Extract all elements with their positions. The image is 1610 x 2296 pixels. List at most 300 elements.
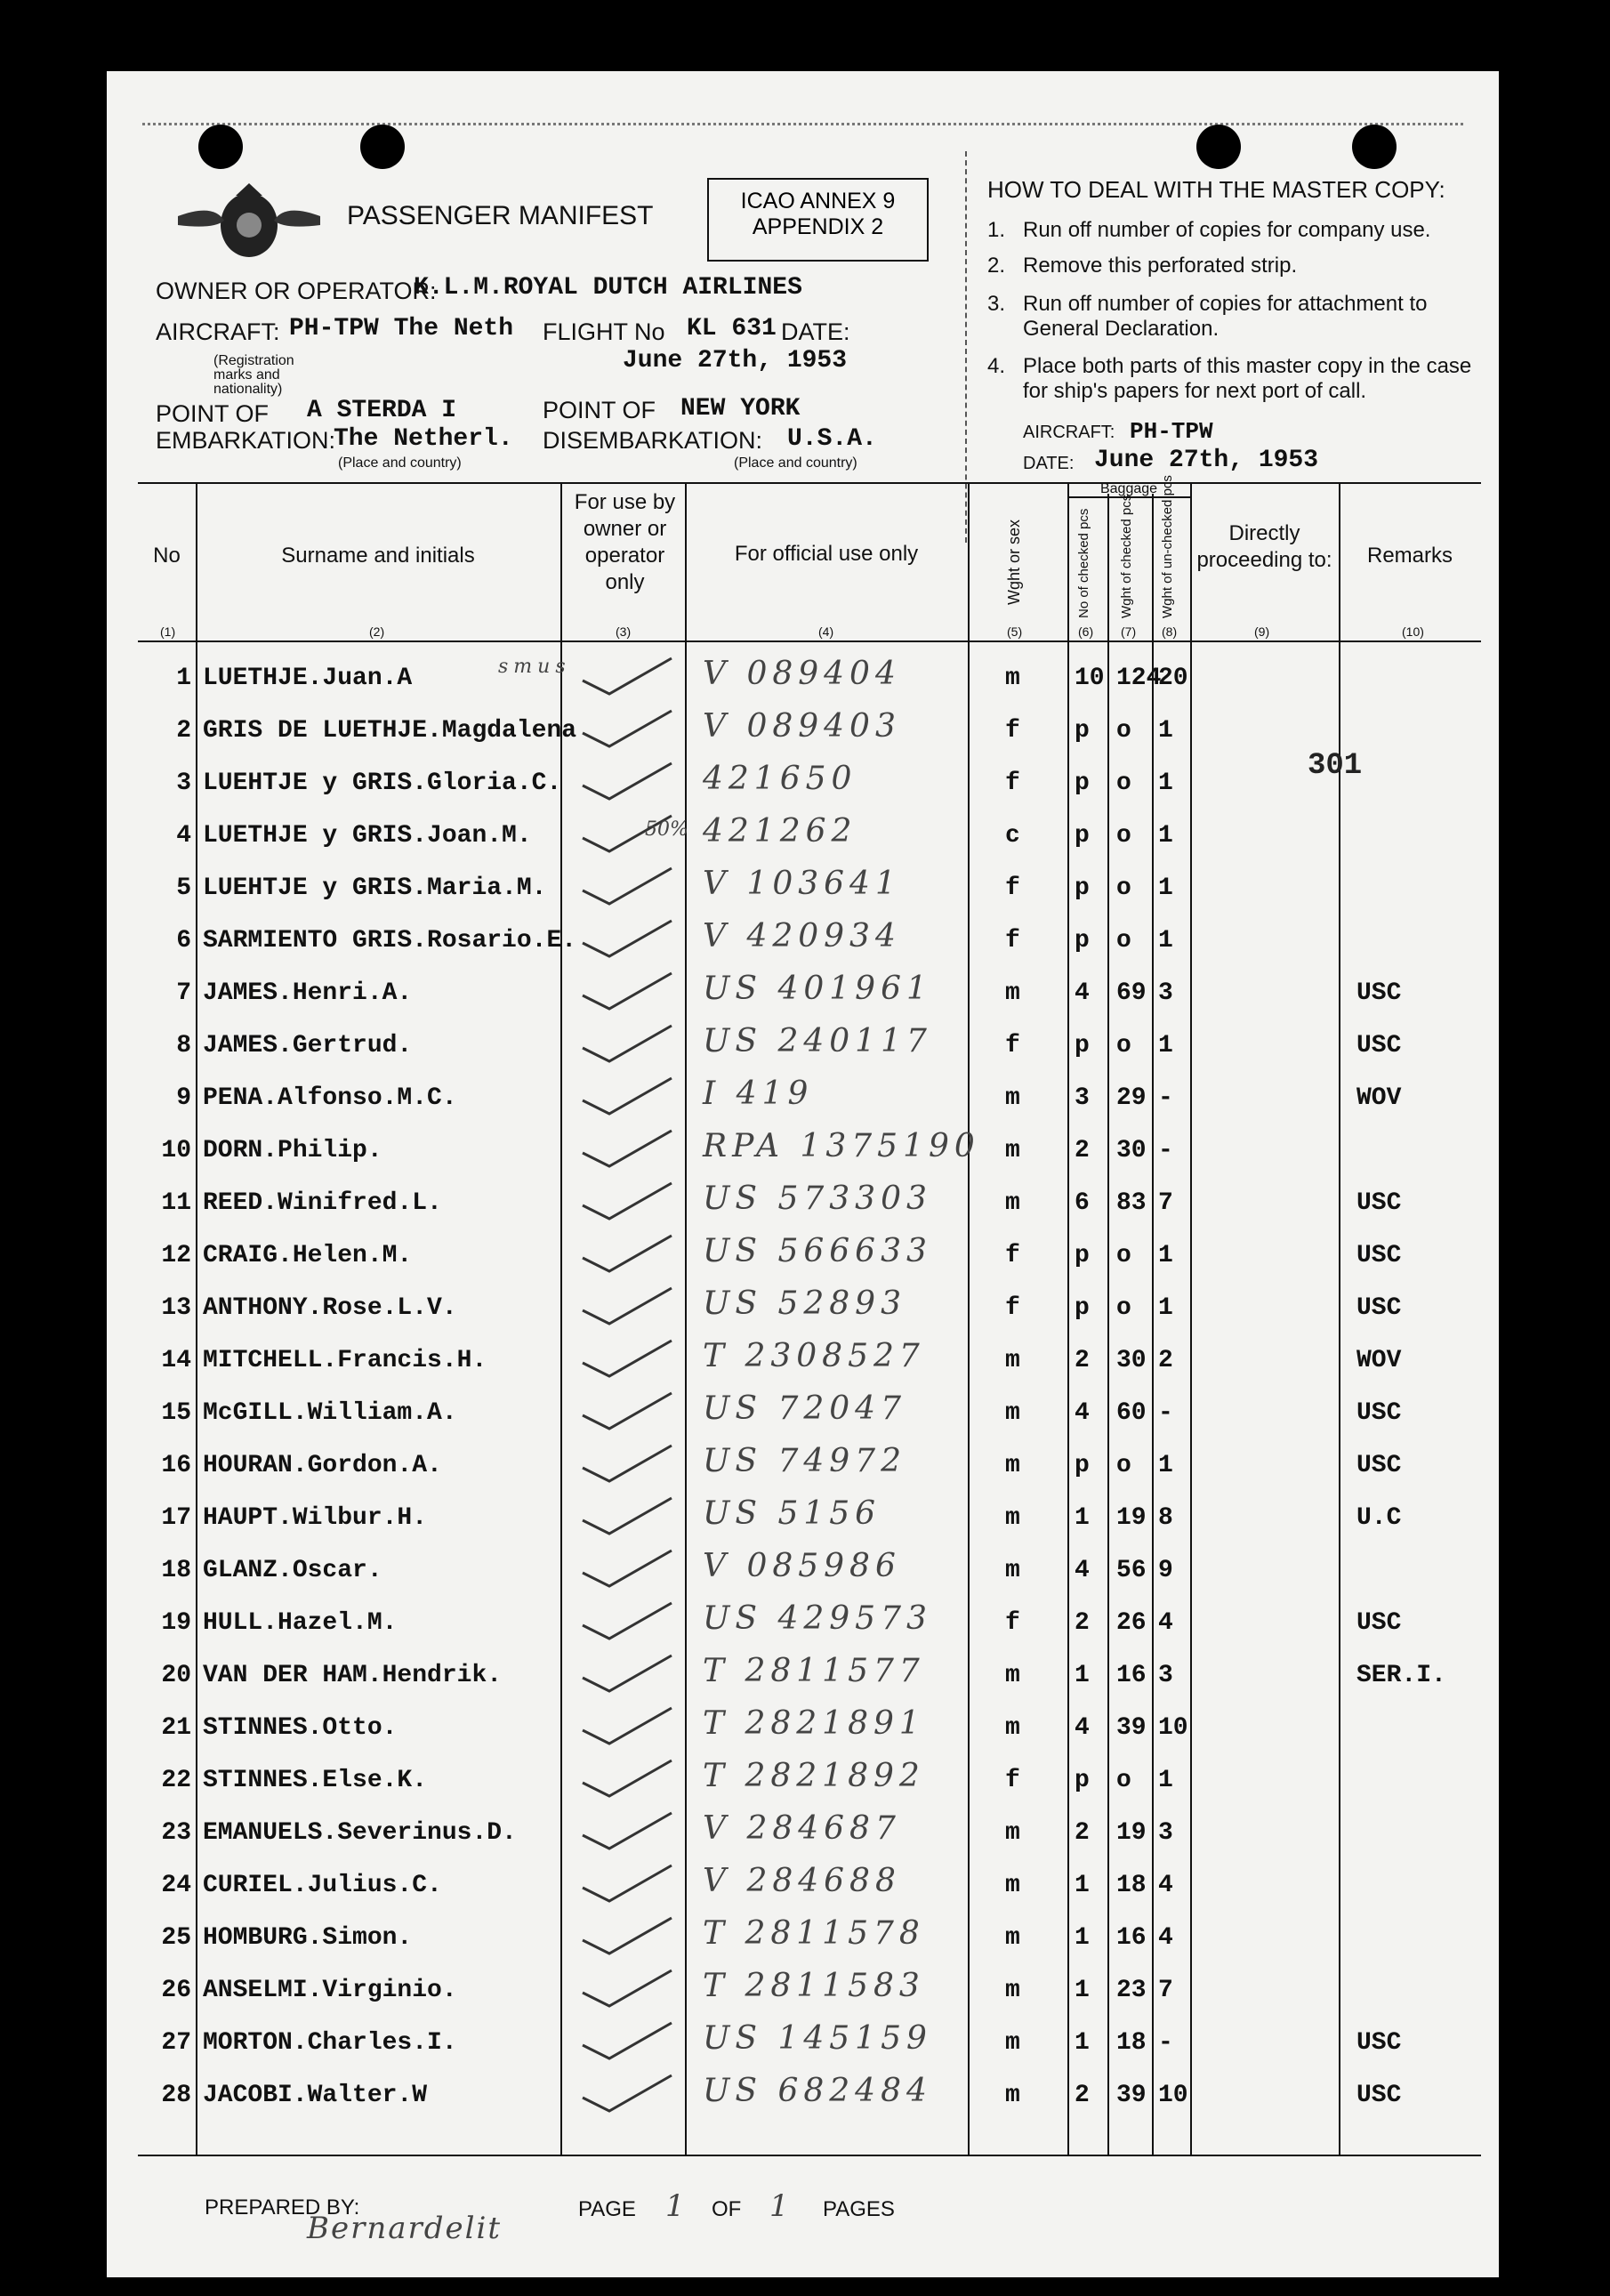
official-doc-number: I 419 (703, 1075, 814, 1112)
checked-weight: o (1116, 1767, 1131, 1794)
unchecked-weight: 4 (1158, 1872, 1173, 1899)
row-number: 9 (176, 1084, 191, 1112)
table-row (107, 759, 1499, 811)
weight-or-sex: m (1005, 1452, 1020, 1479)
table-row (107, 864, 1499, 916)
weight-or-sex: f (1005, 769, 1020, 797)
row-number: 10 (161, 1137, 191, 1164)
check-mark-icon (574, 916, 680, 961)
disembarkation-label-1: POINT OF (543, 397, 656, 423)
table-row (107, 1704, 1499, 1756)
check-mark-icon (574, 1966, 680, 2010)
table-row (107, 969, 1499, 1021)
aircraft-value: PH-TPW The Neth (289, 315, 514, 342)
checked-pieces: 10 (1075, 665, 1105, 692)
official-doc-number: US 401961 (703, 971, 932, 1007)
weight-or-sex: m (1005, 1504, 1020, 1532)
checked-weight: 29 (1116, 1084, 1147, 1112)
checked-pieces: p (1075, 1767, 1090, 1794)
remarks: USC (1356, 1609, 1402, 1637)
passenger-name: HOMBURG.Simon. (203, 1924, 413, 1952)
instruction-text: Remove this perforated strip. (1023, 254, 1298, 278)
pages-label: PAGES (823, 2197, 895, 2221)
weight-or-sex: m (1005, 1137, 1020, 1164)
table-row (107, 1336, 1499, 1389)
punch-hole (360, 125, 405, 169)
row-number: 3 (176, 769, 191, 797)
weight-or-sex: m (1005, 1714, 1020, 1742)
weight-or-sex: m (1005, 1557, 1020, 1584)
owner-label: OWNER OR OPERATOR: (156, 278, 437, 304)
checked-pieces: p (1075, 1294, 1090, 1322)
col-header-weight-sex: Wght or sex (1005, 519, 1023, 605)
weight-or-sex: f (1005, 927, 1020, 955)
checked-weight: o (1116, 822, 1131, 850)
unchecked-weight: 4 (1158, 1609, 1173, 1637)
klm-crest-logo (169, 176, 329, 274)
check-mark-icon (574, 1913, 680, 1958)
table-bottom-border (138, 2155, 1481, 2156)
col-header-name: Surname and initials (281, 544, 475, 568)
weight-or-sex: m (1005, 1977, 1020, 2004)
row-number: 27 (161, 2029, 191, 2057)
check-mark-icon (574, 1389, 680, 1433)
checked-weight: o (1116, 769, 1131, 797)
official-doc-number: V 089403 (703, 708, 901, 745)
passenger-name: JAMES.Gertrud. (203, 1032, 413, 1059)
table-row (107, 1494, 1499, 1546)
col-header-no: No (153, 544, 181, 568)
official-doc-number: T 2811583 (703, 1968, 925, 2004)
passenger-name: MITCHELL.Francis.H. (203, 1347, 487, 1374)
checked-weight: 69 (1116, 979, 1147, 1007)
instruction-num: 2. (987, 254, 1006, 278)
table-row (107, 1651, 1499, 1704)
col-num: (5) (1007, 624, 1023, 639)
unchecked-weight: 1 (1158, 927, 1173, 955)
official-doc-number: US 74972 (703, 1443, 906, 1479)
passenger-name: VAN DER HAM.Hendrik. (203, 1662, 503, 1689)
row-number: 20 (161, 1662, 191, 1689)
official-doc-number: US 72047 (703, 1390, 906, 1427)
checked-weight: 18 (1116, 1872, 1147, 1899)
check-mark-icon (574, 706, 680, 751)
col-num: (8) (1162, 624, 1178, 639)
weight-or-sex: f (1005, 1609, 1020, 1637)
checked-pieces: 2 (1075, 1347, 1090, 1374)
checked-weight: 19 (1116, 1819, 1147, 1847)
checked-weight: 23 (1116, 1977, 1147, 2004)
manifest-title: PASSENGER MANIFEST (347, 201, 654, 230)
table-row (107, 654, 1499, 706)
table-header-border (138, 640, 1481, 642)
unchecked-weight: 1 (1158, 1032, 1173, 1059)
col-num: (10) (1402, 624, 1424, 639)
checked-pieces: 1 (1075, 1977, 1090, 2004)
flight-value: KL 631 (687, 315, 777, 342)
instruction-num: 4. (987, 354, 1006, 378)
row-number: 25 (161, 1924, 191, 1952)
row-number: 19 (161, 1609, 191, 1637)
unchecked-weight: - (1158, 1137, 1173, 1164)
remarks: U.C (1356, 1504, 1402, 1532)
col-header-baggage: Baggage (1099, 481, 1158, 496)
date-label: DATE: (781, 318, 850, 345)
unchecked-weight: 2 (1158, 1347, 1173, 1374)
official-doc-number: RPA 1375190 (703, 1128, 980, 1164)
instruction-text: Run off number of copies for company use. (1023, 218, 1431, 242)
checked-weight: o (1116, 1452, 1131, 1479)
row-number: 14 (161, 1347, 191, 1374)
table-row (107, 2071, 1499, 2123)
embarkation-note: (Place and country) (338, 455, 462, 471)
checked-weight: 39 (1116, 2082, 1147, 2109)
remarks: USC (1356, 1294, 1402, 1322)
weight-or-sex: m (1005, 1819, 1020, 1847)
row-number: 12 (161, 1242, 191, 1269)
unchecked-weight: 1 (1158, 769, 1173, 797)
weight-or-sex: m (1005, 2029, 1020, 2057)
table-row (107, 1756, 1499, 1809)
official-doc-number: US 240117 (703, 1023, 932, 1059)
passenger-name: GRIS DE LUETHJE.Magdalena (203, 717, 577, 745)
icao-line2: APPENDIX 2 (752, 214, 884, 239)
page-label: PAGE (578, 2197, 636, 2221)
page-number: 1 (665, 2188, 690, 2224)
col-num: (4) (818, 624, 834, 639)
manifest-sheet (107, 71, 1499, 2277)
weight-or-sex: f (1005, 717, 1020, 745)
handwritten-name-suffix: smus (498, 656, 571, 678)
checked-pieces: 4 (1075, 1399, 1090, 1427)
col-header-owner-use: For use by owner or operator only (574, 490, 676, 594)
table-row (107, 706, 1499, 759)
table-row (107, 811, 1499, 864)
unchecked-weight: 7 (1158, 1189, 1173, 1217)
checked-weight: 18 (1116, 2029, 1147, 2057)
instruction-text: Place both parts of this master copy in the case for ship's papers for next port of call. (1023, 354, 1472, 403)
check-mark-icon (574, 1126, 680, 1171)
row-number: 1 (176, 665, 191, 692)
instructions-aircraft-label: AIRCRAFT: (1023, 423, 1115, 442)
check-mark-icon (574, 1756, 680, 1801)
unchecked-weight: 10 (1158, 1714, 1188, 1742)
unchecked-weight: 3 (1158, 1819, 1173, 1847)
weight-or-sex: f (1005, 1242, 1020, 1269)
row-number: 22 (161, 1767, 191, 1794)
instructions-date-value: June 27th, 1953 (1094, 447, 1319, 474)
check-mark-icon (574, 864, 680, 908)
checked-weight: 83 (1116, 1189, 1147, 1217)
passenger-name: ANSELMI.Virginio. (203, 1977, 457, 2004)
weight-or-sex: m (1005, 1189, 1020, 1217)
disembarkation-note: (Place and country) (734, 455, 857, 471)
remarks: USC (1356, 2029, 1402, 2057)
passenger-name: CURIEL.Julius.C. (203, 1872, 442, 1899)
check-mark-icon (574, 1074, 680, 1118)
table-row (107, 1966, 1499, 2018)
row-number: 11 (161, 1189, 191, 1217)
unchecked-weight: 7 (1158, 1977, 1173, 2004)
col-num: (9) (1254, 624, 1270, 639)
official-doc-number: V 085986 (703, 1548, 901, 1584)
check-mark-icon (574, 654, 680, 698)
passenger-name: DORN.Philip. (203, 1137, 382, 1164)
passenger-name: LUETHJE y GRIS.Joan.M. (203, 822, 532, 850)
checked-pieces: p (1075, 1032, 1090, 1059)
official-doc-number: V 284687 (703, 1810, 901, 1847)
date-value: June 27th, 1953 (623, 347, 848, 375)
check-mark-icon (574, 1546, 680, 1591)
checked-pieces: 1 (1075, 1504, 1090, 1532)
passenger-name: STINNES.Otto. (203, 1714, 398, 1742)
official-doc-number: V 103641 (703, 866, 901, 902)
check-mark-icon (574, 1651, 680, 1696)
checked-pieces: p (1075, 1242, 1090, 1269)
unchecked-weight: 3 (1158, 1662, 1173, 1689)
flight-label: FLIGHT No (543, 318, 665, 345)
checked-pieces: 4 (1075, 1557, 1090, 1584)
col-header-proceeding: Directly proceeding to: (1196, 521, 1332, 572)
remarks: USC (1356, 979, 1402, 1007)
passenger-name: CRAIG.Helen.M. (203, 1242, 413, 1269)
unchecked-weight: - (1158, 1399, 1173, 1427)
row-number: 4 (176, 822, 191, 850)
checked-weight: 124 (1116, 665, 1162, 692)
official-doc-number: US 573303 (703, 1180, 932, 1217)
passenger-name: JACOBI.Walter.W (203, 2082, 428, 2109)
row-number: 21 (161, 1714, 191, 1742)
checked-pieces: 2 (1075, 1137, 1090, 1164)
official-doc-number: V 089404 (703, 656, 901, 692)
official-doc-number: US 429573 (703, 1600, 932, 1637)
official-doc-number: V 420934 (703, 918, 901, 955)
check-mark-icon (574, 1704, 680, 1748)
table-row (107, 1021, 1499, 1074)
passenger-name: PENA.Alfonso.M.C. (203, 1084, 457, 1112)
remarks: USC (1356, 2082, 1402, 2109)
checked-pieces: p (1075, 1452, 1090, 1479)
col-header-checked-pcs: No of checked pcs (1076, 508, 1091, 618)
official-doc-number: US 52893 (703, 1285, 906, 1322)
row-number: 24 (161, 1872, 191, 1899)
unchecked-weight: 20 (1158, 665, 1188, 692)
row-number: 17 (161, 1504, 191, 1532)
official-doc-number: V 284688 (703, 1863, 901, 1899)
passenger-name: EMANUELS.Severinus.D. (203, 1819, 517, 1847)
remarks: USC (1356, 1189, 1402, 1217)
instructions-divider (965, 151, 967, 543)
handwritten-301: 301 (1308, 749, 1363, 783)
checked-pieces: 1 (1075, 1662, 1090, 1689)
official-doc-number: US 5156 (703, 1495, 881, 1532)
table-top-border (138, 482, 1481, 484)
row-number: 18 (161, 1557, 191, 1584)
checked-weight: o (1116, 1242, 1131, 1269)
checked-weight: 26 (1116, 1609, 1147, 1637)
row-number: 8 (176, 1032, 191, 1059)
passenger-name: MORTON.Charles.I. (203, 2029, 457, 2057)
passenger-name: HOURAN.Gordon.A. (203, 1452, 442, 1479)
checked-weight: o (1116, 1032, 1131, 1059)
official-doc-number: T 2811578 (703, 1915, 925, 1952)
weight-or-sex: m (1005, 1084, 1020, 1112)
check-mark-icon (574, 1809, 680, 1853)
remarks: USC (1356, 1032, 1402, 1059)
official-doc-number: US 566633 (703, 1233, 932, 1269)
table-row (107, 1913, 1499, 1966)
embarkation-label-2: EMBARKATION: (156, 427, 336, 454)
passenger-name: HAUPT.Wilbur.H. (203, 1504, 428, 1532)
passenger-name: HULL.Hazel.M. (203, 1609, 398, 1637)
check-mark-icon (574, 759, 680, 803)
weight-or-sex: m (1005, 1924, 1020, 1952)
official-doc-number: US 145159 (703, 2020, 932, 2057)
disembarkation-country: U.S.A. (787, 425, 877, 453)
checked-pieces: 1 (1075, 1872, 1090, 1899)
row-number: 26 (161, 1977, 191, 2004)
checked-weight: 16 (1116, 1662, 1147, 1689)
col-num: (6) (1078, 624, 1094, 639)
row-number: 28 (161, 2082, 191, 2109)
passenger-name: SARMIENTO GRIS.Rosario.E. (203, 927, 577, 955)
checked-weight: 60 (1116, 1399, 1147, 1427)
checked-weight: o (1116, 874, 1131, 902)
table-row (107, 1861, 1499, 1913)
check-mark-icon (574, 1021, 680, 1066)
passenger-name: McGILL.William.A. (203, 1399, 457, 1427)
checked-weight: 39 (1116, 1714, 1147, 1742)
remarks: USC (1356, 1452, 1402, 1479)
remarks: USC (1356, 1242, 1402, 1269)
unchecked-weight: 1 (1158, 1767, 1173, 1794)
embarkation-label-1: POINT OF (156, 400, 270, 427)
instruction-text: Run off number of copies for attachment to General Declaration. (1023, 292, 1428, 341)
weight-or-sex: f (1005, 1767, 1020, 1794)
row-number: 23 (161, 1819, 191, 1847)
checked-weight: 30 (1116, 1347, 1147, 1374)
unchecked-weight: 1 (1158, 822, 1173, 850)
passenger-name: ANTHONY.Rose.L.V. (203, 1294, 457, 1322)
signature: Bernardelit (307, 2211, 503, 2246)
weight-or-sex: m (1005, 2082, 1020, 2109)
checked-weight: o (1116, 1294, 1131, 1322)
instruction-num: 3. (987, 292, 1006, 316)
icao-line1: ICAO ANNEX 9 (740, 189, 896, 213)
col-header-unchecked: Wght of un-checked pcs (1160, 475, 1175, 618)
unchecked-weight: 1 (1158, 1242, 1173, 1269)
check-mark-icon (574, 969, 680, 1013)
unchecked-weight: - (1158, 2029, 1173, 2057)
official-doc-number: 421262 (703, 813, 857, 850)
check-mark-icon (574, 1494, 680, 1538)
embarkation-city: A STERDA I (307, 397, 457, 424)
table-row (107, 1389, 1499, 1441)
col-header-official: For official use only (734, 542, 919, 566)
check-mark-icon (574, 1861, 680, 1905)
remarks: WOV (1356, 1347, 1402, 1374)
official-doc-number: T 2821891 (703, 1705, 925, 1742)
table-row (107, 1441, 1499, 1494)
weight-or-sex: m (1005, 1347, 1020, 1374)
table-row (107, 1546, 1499, 1599)
official-doc-number: T 2811577 (703, 1653, 925, 1689)
checked-pieces: p (1075, 822, 1090, 850)
remarks: SER.I. (1356, 1662, 1446, 1689)
checked-weight: 16 (1116, 1924, 1147, 1952)
aircraft-label: AIRCRAFT: (156, 318, 280, 345)
unchecked-weight: 8 (1158, 1504, 1173, 1532)
table-row (107, 1809, 1499, 1861)
unchecked-weight: 1 (1158, 1294, 1173, 1322)
passenger-name: LUEHTJE y GRIS.Maria.M. (203, 874, 547, 902)
checked-pieces: p (1075, 717, 1090, 745)
passenger-name: JAMES.Henri.A. (203, 979, 413, 1007)
weight-or-sex: m (1005, 979, 1020, 1007)
passenger-name: STINNES.Else.K. (203, 1767, 428, 1794)
instructions-aircraft-value: PH-TPW (1130, 418, 1213, 445)
checked-pieces: p (1075, 769, 1090, 797)
checked-weight: 19 (1116, 1504, 1147, 1532)
disembarkation-label-2: DISEMBARKATION: (543, 427, 763, 454)
check-mark-icon (574, 2071, 680, 2115)
checked-pieces: 2 (1075, 1609, 1090, 1637)
registration-note: (Registration marks and nationality) (213, 353, 294, 397)
checked-weight: o (1116, 717, 1131, 745)
checked-pieces: 2 (1075, 2082, 1090, 2109)
col-num: (7) (1121, 624, 1137, 639)
row-number: 7 (176, 979, 191, 1007)
row-number: 13 (161, 1294, 191, 1322)
unchecked-weight: 9 (1158, 1557, 1173, 1584)
row-number: 2 (176, 717, 191, 745)
perforated-strip (142, 123, 1463, 125)
punch-hole (1352, 125, 1397, 169)
check-mark-icon (574, 1284, 680, 1328)
check-mark-icon (574, 1179, 680, 1223)
check-mark-icon (574, 1599, 680, 1643)
passenger-name: LUETHJE.Juan.A (203, 665, 413, 692)
table-row (107, 916, 1499, 969)
checked-weight: 56 (1116, 1557, 1147, 1584)
row-number: 16 (161, 1452, 191, 1479)
embarkation-country: The Netherl. (334, 425, 513, 453)
weight-or-sex: m (1005, 1872, 1020, 1899)
row-number: 6 (176, 927, 191, 955)
table-row (107, 1126, 1499, 1179)
disembarkation-city: NEW YORK (680, 395, 801, 423)
unchecked-weight: 1 (1158, 874, 1173, 902)
remarks: WOV (1356, 1084, 1402, 1112)
weight-or-sex: f (1005, 874, 1020, 902)
unchecked-weight: 4 (1158, 1924, 1173, 1952)
checked-pieces: 1 (1075, 1924, 1090, 1952)
checked-pieces: 6 (1075, 1189, 1090, 1217)
table-row (107, 1074, 1499, 1126)
passenger-name: LUEHTJE y GRIS.Gloria.C. (203, 769, 562, 797)
table-row (107, 2018, 1499, 2071)
official-doc-number: 421650 (703, 761, 857, 797)
official-doc-number: T 2308527 (703, 1338, 925, 1374)
check-mark-icon (574, 1441, 680, 1486)
table-row (107, 1599, 1499, 1651)
unchecked-weight: 3 (1158, 979, 1173, 1007)
weight-or-sex: m (1005, 1662, 1020, 1689)
check-mark-icon (574, 2018, 680, 2063)
weight-or-sex: c (1005, 822, 1020, 850)
unchecked-weight: 1 (1158, 1452, 1173, 1479)
weight-or-sex: m (1005, 1399, 1020, 1427)
